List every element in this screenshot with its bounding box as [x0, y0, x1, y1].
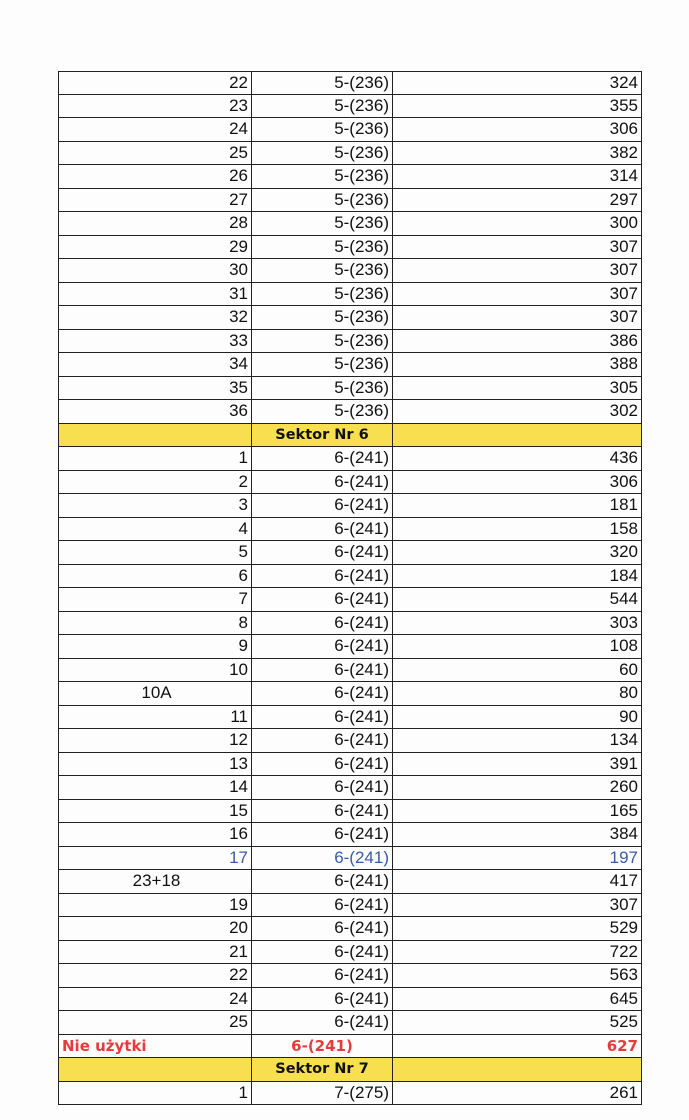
table-row	[58, 847, 642, 871]
area-value-cell: 197	[609, 847, 638, 867]
sector-code-cell: 6-(241)	[252, 659, 393, 682]
plot-number-cell: Nie użytki	[59, 1035, 252, 1058]
plot-number-cell: 31	[59, 283, 252, 306]
sector-code-cell: Sektor Nr 6	[252, 424, 393, 447]
sector-code-cell: 6-(241)	[252, 1035, 393, 1058]
area-value-cell: 355	[609, 95, 638, 115]
area-value-cell: 529	[609, 918, 638, 938]
table-row	[58, 494, 642, 518]
plot-number-cell	[59, 424, 252, 447]
table-row	[58, 776, 642, 800]
plot-number-cell: 27	[59, 189, 252, 212]
plot-number-cell: 34	[59, 353, 252, 376]
sector-code-cell: 6-(241)	[252, 612, 393, 635]
area-value-cell	[393, 424, 641, 447]
area-value-cell: 388	[609, 354, 638, 374]
table-row	[58, 917, 642, 941]
table-row	[58, 941, 642, 965]
sector-code-cell: 6-(241)	[252, 565, 393, 588]
table-row	[58, 800, 642, 824]
table-row	[58, 95, 642, 119]
plot-number-cell: 29	[59, 236, 252, 259]
table-row	[58, 212, 642, 236]
plot-number-cell: 20	[59, 917, 252, 940]
plot-number-cell: 23	[59, 95, 252, 118]
plot-number-cell: 5	[59, 541, 252, 564]
area-value-cell: 307	[609, 894, 638, 914]
plot-number-cell	[59, 1058, 252, 1081]
plot-number-cell: 17	[59, 847, 252, 870]
area-value-cell: 417	[609, 871, 638, 891]
table-row	[58, 471, 642, 495]
area-value-cell: 307	[609, 307, 638, 327]
area-value-cell: 158	[609, 518, 638, 538]
sector-code-cell: 5-(236)	[252, 306, 393, 329]
sector-code-cell: 5-(236)	[252, 400, 393, 423]
table-row	[58, 729, 642, 753]
table-row	[58, 447, 642, 471]
sector-code-cell: 5-(236)	[252, 212, 393, 235]
plot-number-cell: 7	[59, 588, 252, 611]
sector-code-cell: 6-(241)	[252, 494, 393, 517]
plot-number-cell: 35	[59, 377, 252, 400]
table-row	[58, 118, 642, 142]
sector-code-cell: 5-(236)	[252, 189, 393, 212]
table-row	[58, 612, 642, 636]
sector-code-cell: 5-(236)	[252, 330, 393, 353]
table-row	[58, 588, 642, 612]
sector-table	[58, 71, 642, 1105]
area-value-cell: 80	[619, 683, 638, 703]
area-value-cell: 60	[619, 659, 638, 679]
table-row	[58, 753, 642, 777]
sector-code-cell: 6-(241)	[252, 894, 393, 917]
area-value-cell: 563	[609, 965, 638, 985]
table-row	[58, 541, 642, 565]
area-value-cell: 302	[609, 401, 638, 421]
plot-number-cell: 23+18	[59, 870, 252, 893]
plot-number-cell: 6	[59, 565, 252, 588]
area-value-cell: 297	[609, 189, 638, 209]
table-row	[58, 659, 642, 683]
sector-code-cell: 6-(241)	[252, 800, 393, 823]
table-row	[58, 259, 642, 283]
plot-number-cell: 12	[59, 729, 252, 752]
sector-code-cell: 5-(236)	[252, 236, 393, 259]
area-value-cell: 306	[609, 471, 638, 491]
plot-number-cell: 25	[59, 1011, 252, 1034]
plot-number-cell: 11	[59, 706, 252, 729]
sector-code-cell: 6-(241)	[252, 941, 393, 964]
table-row	[58, 894, 642, 918]
table-row	[58, 165, 642, 189]
area-value-cell: 436	[609, 448, 638, 468]
plot-number-cell: 13	[59, 753, 252, 776]
area-value-cell: 544	[609, 589, 638, 609]
area-value-cell: 307	[609, 260, 638, 280]
plot-number-cell: 30	[59, 259, 252, 282]
table-row	[58, 682, 642, 706]
area-value-cell: 165	[609, 800, 638, 820]
area-value-cell: 261	[609, 1082, 638, 1102]
area-value-cell: 108	[609, 636, 638, 656]
sector-code-cell: 5-(236)	[252, 259, 393, 282]
table-row	[58, 71, 642, 95]
table-row	[58, 236, 642, 260]
area-value-cell: 303	[609, 612, 638, 632]
area-value-cell: 314	[609, 166, 638, 186]
plot-number-cell: 10	[59, 659, 252, 682]
sector-code-cell: 6-(241)	[252, 988, 393, 1011]
area-value-cell: 384	[609, 824, 638, 844]
table-row	[58, 377, 642, 401]
sector-header-row	[58, 1058, 642, 1082]
sector-code-cell: 6-(241)	[252, 847, 393, 870]
area-value-cell: 90	[619, 706, 638, 726]
plot-number-cell: 28	[59, 212, 252, 235]
plot-number-cell: 32	[59, 306, 252, 329]
plot-number-cell: 19	[59, 894, 252, 917]
sector-code-cell: 5-(236)	[252, 353, 393, 376]
area-value-cell: 300	[609, 213, 638, 233]
table-row	[58, 988, 642, 1012]
plot-number-cell: 14	[59, 776, 252, 799]
area-value-cell: 307	[609, 236, 638, 256]
plot-number-cell: 10A	[59, 682, 252, 705]
table-row	[58, 283, 642, 307]
area-value-cell: 525	[609, 1012, 638, 1032]
sector-code-cell: 6-(241)	[252, 635, 393, 658]
sector-code-cell: 5-(236)	[252, 95, 393, 118]
sector-code-cell: Sektor Nr 7	[252, 1058, 393, 1081]
sector-code-cell: 6-(241)	[252, 823, 393, 846]
sector-header-row	[58, 424, 642, 448]
plot-number-cell: 24	[59, 988, 252, 1011]
sector-code-cell: 6-(241)	[252, 870, 393, 893]
sector-code-cell: 6-(241)	[252, 706, 393, 729]
sector-code-cell: 6-(241)	[252, 541, 393, 564]
plot-number-cell: 33	[59, 330, 252, 353]
summary-row	[58, 1035, 642, 1059]
sector-code-cell: 6-(241)	[252, 729, 393, 752]
plot-number-cell: 25	[59, 142, 252, 165]
sector-code-cell: 5-(236)	[252, 165, 393, 188]
sector-code-cell: 5-(236)	[252, 142, 393, 165]
sector-code-cell: 6-(241)	[252, 776, 393, 799]
area-value-cell: 722	[609, 941, 638, 961]
plot-number-cell: 8	[59, 612, 252, 635]
sector-code-cell: 5-(236)	[252, 377, 393, 400]
area-value-cell: 134	[609, 730, 638, 750]
sector-code-cell: 6-(241)	[252, 471, 393, 494]
plot-number-cell: 3	[59, 494, 252, 517]
sector-code-cell: 7-(275)	[252, 1082, 393, 1105]
plot-number-cell: 1	[59, 1082, 252, 1105]
sector-code-cell: 6-(241)	[252, 447, 393, 470]
sector-code-cell: 6-(241)	[252, 964, 393, 987]
table-row	[58, 518, 642, 542]
table-row	[58, 823, 642, 847]
plot-number-cell: 15	[59, 800, 252, 823]
area-value-cell: 645	[609, 988, 638, 1008]
table-row	[58, 330, 642, 354]
table-row	[58, 1011, 642, 1035]
table-row	[58, 706, 642, 730]
table-row	[58, 565, 642, 589]
table-row	[58, 142, 642, 166]
area-value-cell: 306	[609, 119, 638, 139]
table-row	[58, 400, 642, 424]
sector-code-cell: 6-(241)	[252, 682, 393, 705]
table-row	[58, 1082, 642, 1106]
plot-number-cell: 36	[59, 400, 252, 423]
sector-code-cell: 5-(236)	[252, 72, 393, 94]
table-row	[58, 870, 642, 894]
plot-number-cell: 22	[59, 964, 252, 987]
area-value-cell: 324	[609, 72, 638, 92]
plot-number-cell: 24	[59, 118, 252, 141]
sector-code-cell: 6-(241)	[252, 917, 393, 940]
area-value-cell: 320	[609, 542, 638, 562]
plot-number-cell: 9	[59, 635, 252, 658]
sector-code-cell: 6-(241)	[252, 1011, 393, 1034]
area-value-cell: 181	[609, 495, 638, 515]
plot-number-cell: 1	[59, 447, 252, 470]
area-value-cell: 184	[609, 565, 638, 585]
sector-code-cell: 6-(241)	[252, 518, 393, 541]
sector-code-cell: 5-(236)	[252, 118, 393, 141]
area-value-cell: 260	[609, 777, 638, 797]
area-value-cell: 305	[609, 377, 638, 397]
table-row	[58, 189, 642, 213]
area-value-cell: 627	[606, 1036, 638, 1055]
plot-number-cell: 16	[59, 823, 252, 846]
plot-number-cell: 4	[59, 518, 252, 541]
table-row	[58, 353, 642, 377]
plot-number-cell: 22	[59, 72, 252, 94]
plot-number-cell: 21	[59, 941, 252, 964]
sector-code-cell: 6-(241)	[252, 588, 393, 611]
table-row	[58, 964, 642, 988]
area-value-cell	[393, 1058, 641, 1081]
area-value-cell: 386	[609, 330, 638, 350]
table-row	[58, 306, 642, 330]
sector-code-cell: 6-(241)	[252, 753, 393, 776]
area-value-cell: 382	[609, 142, 638, 162]
area-value-cell: 391	[609, 753, 638, 773]
plot-number-cell: 2	[59, 471, 252, 494]
table-row	[58, 635, 642, 659]
area-value-cell: 307	[609, 283, 638, 303]
sector-code-cell: 5-(236)	[252, 283, 393, 306]
plot-number-cell: 26	[59, 165, 252, 188]
